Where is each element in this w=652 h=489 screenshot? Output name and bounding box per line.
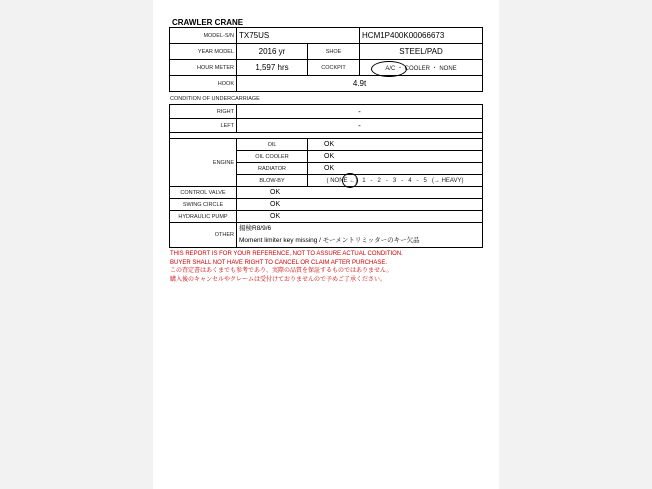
oil-cooler-label: OIL COOLER	[237, 151, 308, 163]
shoe-label: SHOE	[308, 44, 360, 60]
year-model-value: 2016 yr	[237, 44, 308, 60]
other-line-2: Moment limiter key missing / モーメントリミッターのキー欠品	[239, 237, 420, 244]
blowby-scale: ( NONE ←) 1 - 2 - 3 - 4 - 5 (→ HEAVY)	[308, 175, 483, 187]
radiator-label: RADIATOR	[237, 163, 308, 175]
disclaimer-line-4: 購入後のキャンセルやクレームは受付けておりませんので予めご了承ください。	[170, 277, 387, 284]
control-valve-label: CONTROL VALVE	[170, 187, 237, 199]
hook-value: 4.9t	[237, 76, 483, 92]
row-other	[170, 223, 483, 248]
other-value	[237, 223, 483, 248]
hour-meter-label: HOUR METER	[170, 60, 237, 76]
row-control-valve	[170, 187, 483, 199]
row-oil	[170, 139, 483, 151]
disclaimer-notes	[170, 250, 403, 285]
other-label: OTHER	[170, 223, 237, 248]
cockpit-value: A/C ・ COOLER ・ NONE	[360, 60, 483, 76]
radiator-value: OK	[308, 163, 483, 175]
engine-label: ENGINE	[170, 139, 237, 187]
hour-meter-value: 1,597 hrs	[237, 60, 308, 76]
hook-label: HOOK	[170, 76, 237, 92]
model-value: TX75US	[237, 28, 360, 44]
disclaimer-line-1: THIS REPORT IS FOR YOUR REFERENCE, NOT TO ASSURE ACTUAL CONDITION.	[170, 251, 403, 257]
blowby-selection-circle	[342, 173, 358, 188]
row-year-shoe	[170, 44, 483, 60]
oil-value: OK	[308, 139, 483, 151]
control-valve-value: OK	[237, 187, 483, 199]
disclaimer-line-3: この査定書はあくまでも参考であり、実際の品質を保証するものではありません。	[170, 268, 393, 275]
row-right	[170, 105, 483, 119]
right-label: RIGHT	[170, 105, 237, 119]
row-model-sn	[170, 28, 483, 44]
year-model-label: YEAR MODEL	[170, 44, 237, 60]
hydraulic-pump-value: OK	[237, 211, 483, 223]
row-hour-cockpit	[170, 60, 483, 76]
row-swing-circle	[170, 199, 483, 211]
shoe-value: STEEL/PAD	[360, 44, 483, 60]
row-hydraulic-pump	[170, 211, 483, 223]
oil-cooler-value: OK	[308, 151, 483, 163]
right-value: -	[237, 105, 483, 119]
row-hook	[170, 76, 483, 92]
other-line-1: 揚検R8/9/6	[239, 225, 272, 232]
hydraulic-pump-label: HYDRAULIC PUMP	[170, 211, 237, 223]
swing-circle-label: SWING CIRCLE	[170, 199, 237, 211]
left-label: LEFT	[170, 119, 237, 133]
document-page	[153, 0, 499, 489]
undercarriage-heading: CONDITION OF UNDERCARRIAGE	[170, 96, 260, 102]
model-sn-label: MODEL-S/N	[170, 28, 237, 44]
disclaimer-line-2: BUYER SHALL NOT HAVE RIGHT TO CANCEL OR CLAIM AFTER PURCHASE.	[170, 259, 388, 266]
left-value: -	[237, 119, 483, 133]
machine-info-table	[169, 27, 483, 92]
oil-label: OIL	[237, 139, 308, 151]
document-title: CRAWLER CRANE	[172, 18, 244, 27]
blowby-label: BLOW-BY	[237, 175, 308, 187]
row-left	[170, 119, 483, 133]
cockpit-label: COCKPIT	[308, 60, 360, 76]
condition-table	[169, 104, 483, 248]
serial-value: HCM1P400K00066673	[360, 28, 483, 44]
cockpit-selection-circle	[371, 61, 407, 77]
swing-circle-value: OK	[237, 199, 483, 211]
